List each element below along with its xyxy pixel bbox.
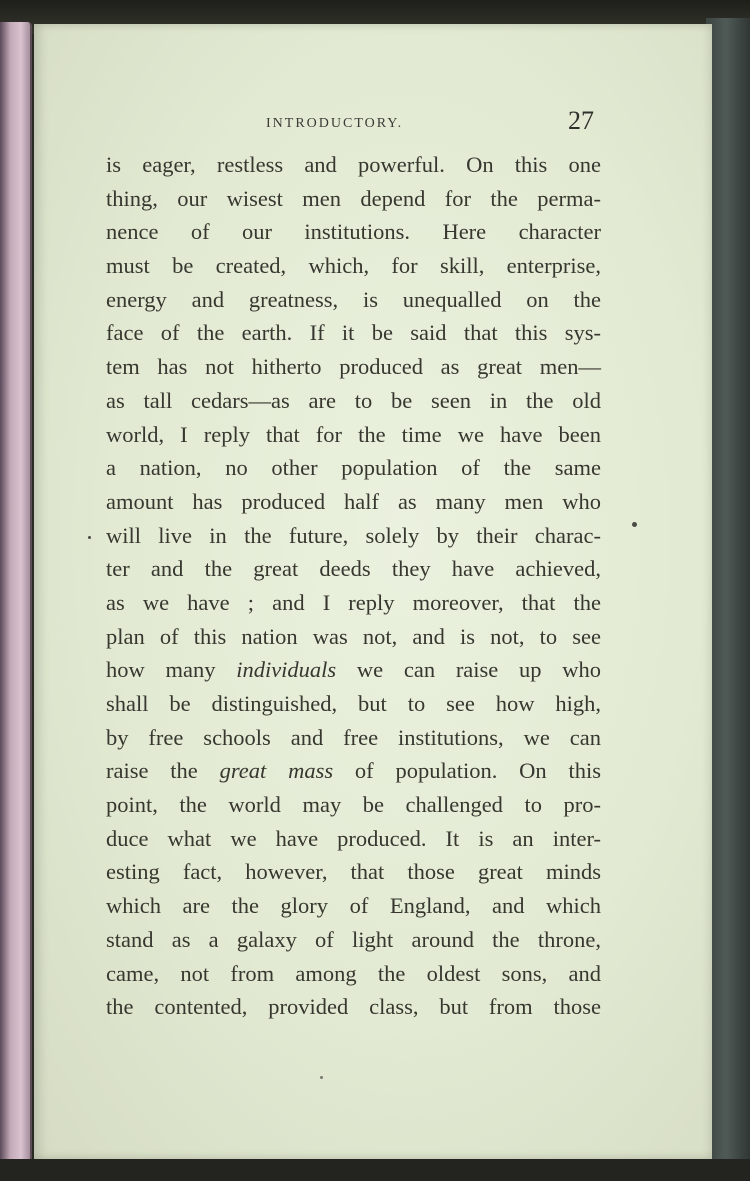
text-line bbox=[106, 148, 601, 182]
text-segment: amount has produced half as many men who bbox=[106, 488, 601, 514]
text-segment: shall be distinguished, but to see how high, bbox=[106, 691, 601, 716]
text-segment: by free schools and free institutions, we can bbox=[106, 724, 601, 750]
text-segment: raise the bbox=[106, 758, 220, 784]
text-line bbox=[106, 957, 601, 991]
book-page bbox=[34, 24, 712, 1159]
left-page-edge bbox=[0, 22, 32, 1162]
ink-speck bbox=[320, 1076, 323, 1079]
page-number: 27 bbox=[568, 106, 594, 135]
text-segment: we can raise up who bbox=[336, 657, 601, 683]
text-line bbox=[106, 215, 601, 249]
text-line bbox=[106, 990, 601, 1024]
running-head bbox=[34, 106, 712, 136]
text-line bbox=[106, 788, 601, 822]
text-line bbox=[106, 721, 601, 755]
text-segment: world, I reply that for the time we have been bbox=[106, 421, 601, 447]
text-segment: will live in the future, solely by their charac- bbox=[106, 522, 601, 548]
italic-text: individuals bbox=[236, 657, 337, 683]
text-segment: must be created, which, for skill, enterprise, bbox=[106, 253, 601, 279]
text-line bbox=[106, 923, 601, 957]
text-segment: plan of this nation was not, and is not, to see bbox=[106, 623, 601, 649]
italic-text: great mass bbox=[219, 758, 334, 784]
body-text bbox=[106, 148, 601, 1024]
text-line bbox=[106, 283, 601, 317]
running-head-title: INTRODUCTORY. bbox=[266, 116, 404, 131]
text-line bbox=[106, 418, 601, 452]
text-segment: tem has not hitherto produced as great men— bbox=[106, 354, 601, 380]
text-segment: the contented, provided class, but from those bbox=[106, 994, 601, 1020]
text-segment: came, not from among the oldest sons, and bbox=[106, 960, 601, 986]
text-line bbox=[106, 384, 601, 418]
text-segment: as we have ; and I reply moreover, that the bbox=[106, 589, 601, 615]
text-line bbox=[106, 519, 601, 553]
text-segment: nence of our institutions. Here character bbox=[106, 219, 601, 245]
text-segment: is eager, restless and powerful. On this one bbox=[106, 152, 601, 177]
text-line bbox=[106, 653, 601, 687]
text-line bbox=[106, 754, 601, 788]
text-line bbox=[106, 889, 601, 923]
scan-background-bottom bbox=[0, 1159, 750, 1181]
text-segment: of population. On this bbox=[333, 758, 602, 784]
text-line bbox=[106, 316, 601, 350]
text-line bbox=[106, 485, 601, 519]
text-segment: ter and the great deeds they have achieved, bbox=[106, 556, 601, 582]
text-segment: a nation, no other population of the same bbox=[106, 455, 601, 481]
text-line bbox=[106, 620, 601, 654]
book-binding-edge bbox=[706, 18, 750, 1168]
text-segment: how many bbox=[106, 657, 237, 683]
ink-speck bbox=[88, 536, 91, 539]
text-line bbox=[106, 182, 601, 216]
text-line bbox=[106, 586, 601, 620]
text-line bbox=[106, 552, 601, 586]
text-segment: point, the world may be challenged to pro- bbox=[106, 792, 601, 818]
text-segment: thing, our wisest men depend for the perma- bbox=[106, 185, 601, 211]
text-line bbox=[106, 687, 601, 721]
text-line bbox=[106, 822, 601, 856]
text-segment: face of the earth. If it be said that this sys- bbox=[106, 320, 601, 346]
text-line bbox=[106, 350, 601, 384]
text-segment: esting fact, however, that those great minds bbox=[106, 859, 601, 885]
ink-speck bbox=[632, 522, 637, 527]
text-segment: stand as a galaxy of light around the throne, bbox=[106, 926, 601, 952]
text-segment: which are the glory of England, and which bbox=[106, 893, 601, 919]
text-segment: duce what we have produced. It is an inter- bbox=[106, 825, 601, 851]
text-segment: energy and greatness, is unequalled on the bbox=[106, 286, 601, 312]
text-segment: as tall cedars—as are to be seen in the old bbox=[106, 387, 601, 413]
text-line bbox=[106, 249, 601, 283]
text-line bbox=[106, 855, 601, 889]
text-line bbox=[106, 451, 601, 485]
